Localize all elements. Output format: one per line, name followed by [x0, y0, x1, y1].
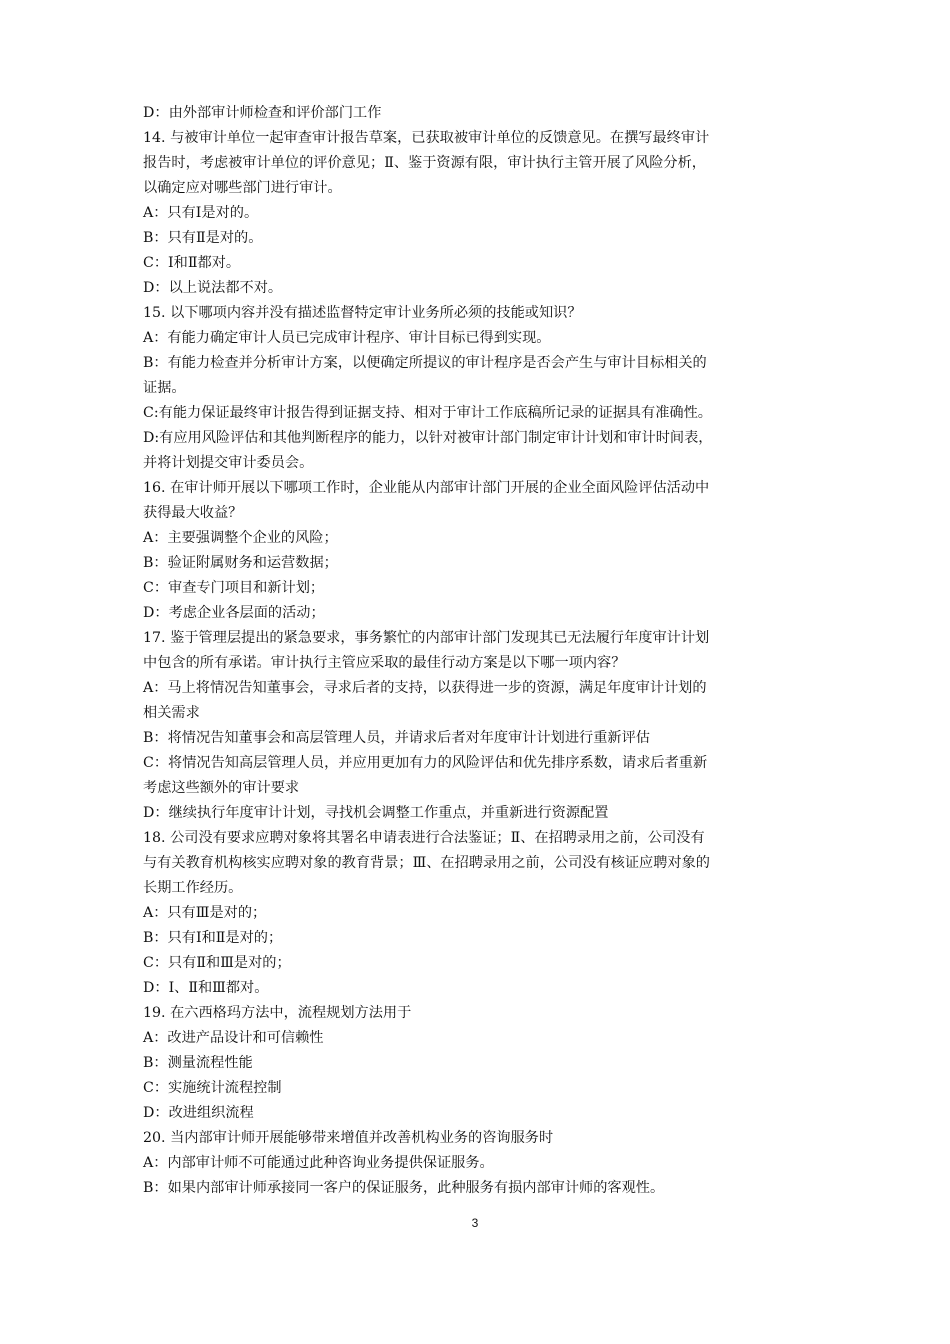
text-line: D：改进组织流程: [143, 1105, 254, 1121]
text-line: 16. 在审计师开展以下哪项工作时，企业能从内部审计部门开展的企业全面风险评估活动中: [143, 480, 710, 496]
text-line: 以确定应对哪些部门进行审计。: [143, 180, 342, 196]
page-number: 3: [471, 1216, 479, 1230]
text-line: D:有应用风险评估和其他判断程序的能力，以针对被审计部门制定审计计划和审计时间表，: [143, 430, 713, 446]
text-line: 与有关教育机构核实应聘对象的教育背景；Ⅲ、在招聘录用之前，公司没有核证应聘对象的: [143, 855, 710, 871]
text-line: D：继续执行年度审计计划，寻找机会调整工作重点，并重新进行资源配置: [143, 805, 609, 821]
text-line: A：改进产品设计和可信赖性: [143, 1030, 324, 1046]
document-body: [143, 101, 813, 1201]
text-line: B：将情况告知董事会和高层管理人员，并请求后者对年度审计计划进行重新评估: [143, 730, 650, 746]
text-line: 14. 与被审计单位一起审查审计报告草案，已获取被审计单位的反馈意见。在撰写最终审计: [143, 130, 710, 146]
text-line: A：内部审计师不可能通过此种咨询业务提供保证服务。: [143, 1155, 494, 1171]
text-line: 相关需求: [143, 705, 200, 721]
text-line: D：由外部审计师检查和评价部门工作: [143, 105, 382, 121]
text-line: A：有能力确定审计人员已完成审计程序、审计目标已得到实现。: [143, 330, 551, 346]
text-line: 17. 鉴于管理层提出的紧急要求，事务繁忙的内部审计部门发现其已无法履行年度审计计划: [143, 630, 710, 646]
text-line: B：测量流程性能: [143, 1055, 253, 1071]
text-line: B：验证附属财务和运营数据；: [143, 555, 338, 571]
text-line: 并将计划提交审计委员会。: [143, 455, 314, 471]
text-line: C：Ⅰ和Ⅱ都对。: [143, 255, 241, 271]
text-line: 证据。: [143, 380, 186, 396]
text-line: 长期工作经历。: [143, 880, 243, 896]
text-line: B：有能力检查并分析审计方案，以便确定所提议的审计程序是否会产生与审计目标相关的: [143, 355, 707, 371]
text-line: 获得最大收益？: [143, 505, 243, 521]
text-line: B：如果内部审计师承接同一客户的保证服务，此种服务有损内部审计师的客观性。: [143, 1180, 665, 1196]
text-line: C：只有Ⅱ和Ⅲ是对的；: [143, 955, 291, 971]
text-line: C：实施统计流程控制: [143, 1080, 282, 1096]
text-line: A：主要强调整个企业的风险；: [143, 530, 338, 546]
text-line: A：只有Ⅰ是对的。: [143, 205, 259, 221]
text-line: 18. 公司没有要求应聘对象将其署名申请表进行合法鉴证；Ⅱ、在招聘录用之前，公司没有: [143, 830, 705, 846]
text-line: 中包含的所有承诺。审计执行主管应采取的最佳行动方案是以下哪一项内容？: [143, 655, 626, 671]
text-line: 20. 当内部审计师开展能够带来增值并改善机构业务的咨询服务时: [143, 1130, 554, 1146]
text-line: C：将情况告知高层管理人员，并应用更加有力的风险评估和优先排序系数，请求后者重新: [143, 755, 708, 771]
text-line: B：只有Ⅱ是对的。: [143, 230, 263, 246]
text-line: 报告时，考虑被审计单位的评价意见；Ⅱ、鉴于资源有限，审计执行主管开展了风险分析，: [143, 155, 706, 171]
text-line: 15. 以下哪项内容并没有描述监督特定审计业务所必须的技能或知识？: [143, 305, 582, 321]
text-line: C:有能力保证最终审计报告得到证据支持、相对于审计工作底稿所记录的证据具有准确性。: [143, 405, 712, 421]
text-line: A：只有Ⅲ是对的；: [143, 905, 267, 921]
text-line: B：只有Ⅰ和Ⅱ是对的；: [143, 930, 283, 946]
text-line: C：审查专门项目和新计划；: [143, 580, 325, 596]
text-line: D：以上说法都不对。: [143, 280, 283, 296]
text-line: 19. 在六西格玛方法中，流程规划方法用于: [143, 1005, 412, 1021]
text-line: D：Ⅰ、Ⅱ和Ⅲ都对。: [143, 980, 269, 996]
text-line: D：考虑企业各层面的活动；: [143, 605, 325, 621]
text-line: A：马上将情况告知董事会，寻求后者的支持，以获得进一步的资源，满足年度审计计划的: [143, 680, 707, 696]
text-line: 考虑这些额外的审计要求: [143, 780, 300, 796]
